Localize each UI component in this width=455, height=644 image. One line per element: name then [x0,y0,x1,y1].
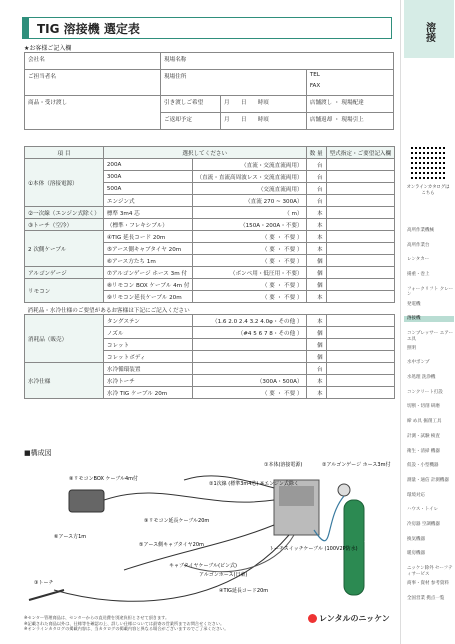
qty-field[interactable]: 個 [306,339,326,351]
row-option[interactable] [193,363,306,375]
row-group: アルゴンゲージ [25,267,104,279]
sidebar-item[interactable]: 水処理 洗浄機 [407,375,436,380]
request-field[interactable] [326,207,395,219]
sidebar-item[interactable]: 換気機器 [407,536,425,542]
sidebar-item[interactable]: 仮設・小型機器 [407,463,439,469]
sidebar-tab-welding[interactable]: 溶接 [404,0,454,58]
diagram-title: ■構成図 [24,449,52,457]
row-item: （標準・フレキシブル） [103,219,193,231]
sidebar-item[interactable]: 照明 [407,345,416,351]
row-item: ⑧リモコン BOX ケーブル 4m 付 [103,279,193,291]
request-field[interactable] [326,315,395,327]
sidebar-item[interactable]: 冷房器 空調機器 [407,522,440,527]
consumables-header: 消耗品・水冷仕様のご要望があるお客様は下記にご記入ください [27,308,190,314]
sidebar-item[interactable]: 暖房機器 [407,551,425,557]
row-option[interactable] [193,351,306,363]
qty-field[interactable]: 台 [306,159,326,171]
row-option[interactable]: （ 要 ・ 不要 ） [193,279,306,291]
request-field[interactable] [326,363,395,375]
row-item: ノズル [103,327,193,339]
qr-code-icon[interactable] [409,146,445,182]
table-row [25,315,395,327]
sidebar-item[interactable]: 溶接機 [404,316,454,322]
label-cabtire: キャブタイヤケーブル(ビン式) [169,563,238,569]
row-item: 500A [103,183,193,195]
row-option[interactable]: （直流・直流高周波レス・交流直流両用） [193,171,306,183]
sidebar-item[interactable]: 切断・切削 研磨 [407,404,440,410]
request-field[interactable] [326,255,395,267]
row-option[interactable]: （ 要 ・ 不要 ） [193,255,306,267]
qty-field[interactable]: 本 [306,219,326,231]
request-field[interactable] [326,279,395,291]
qty-field[interactable]: 本 [306,243,326,255]
row-option[interactable] [193,339,306,351]
row-item: 水冷トーチ [103,375,193,387]
selection-table: 項 目 選択してください 数 量 型式指定・ご要望記入欄 ①本体（溶接電源） 200A （直流・交流直流両用） 台 300A （直流・直流高周波レス・交流直流両用） 台 500A （交流直流両用） 台 エンジン式 （直流 270 ~ 300A） 台 ②一次線（エンジン式除く） 標準 3m4 芯 （ m） 本 ③トーチ（空冷） （標準・フレキシブル） （150A・200A・不要） 本 2 次側ケーブル ④TIG 延長コード 20m （ 要 ・ 不要 ） 本 ⑤アース側キャブタイヤ 20m （ 要 ・ 不要 ） 本 ⑥アース方たち 1m （ 要 ・ 不要 ） 個 アルゴンゲージ ⑦アルゴンゲージ ホース 3m 付 （ボンベ用・低圧用・不要） 個 リモコン ⑧リモコン BOX ケーブル 4m 付 （ 要 ・ 不要 ） 個 ⑨リモコン延長ケーブル 20m （ 要 ・ 不要 ） 本 消耗品・水冷仕様のご要望があるお客様は下記にご記入ください 消耗品（販売） タングステン （1.6 2.0 2.4 3.2 4.0φ・その他 ） 本 ノズル （#4 5 6 7 8・その他 ） 個 コレット 個 コレットボディ 個 水冷仕様 水冷循環装置 台 水冷トーチ （300A・500A） 本 水冷 TIG ケーブル 20m （ 要 ・ 不要 ） 本 [24,146,395,399]
row-item: ④TIG 延長コード 20m [103,231,193,243]
row-item: エンジン式 [103,195,193,207]
request-field[interactable] [326,375,395,387]
qty-field[interactable]: 個 [306,327,326,339]
qr-caption: オンラインカタログは こちら [406,185,450,196]
sidebar-item[interactable]: 商事・資材 参考資料 [407,580,449,586]
footnotes: ※センター管理商品は、センターからの直送費を別途負担とさせて頂きます。 ※記載された商品以外は、仕様等を確認の上、詳しい仕様については最寄の営業所までお問合せください。 ※オンラインカタログの掲載内容は、当カタログの掲載内容と異なる場合がございますのでご了承ください。 [24,615,229,632]
customer-note: ★お客様ご記入欄 [24,45,72,52]
sidebar-item[interactable]: 発電機 [407,301,421,307]
row-item: コレット [103,339,193,351]
remote-box [69,490,104,512]
qty-field[interactable]: 本 [306,315,326,327]
request-field[interactable] [326,327,395,339]
row-item: 標準 3m4 芯 [103,207,193,219]
sidebar-item[interactable]: 高所作業機械 [407,228,434,233]
table-row [25,219,395,231]
request-field[interactable] [326,195,395,207]
table-row [25,159,395,171]
row-item: 200A [103,159,193,171]
sidebar-item[interactable]: 全国営業 拠点一覧 [407,595,445,601]
qty-field[interactable]: 個 [306,279,326,291]
qty-field[interactable]: 台 [306,183,326,195]
request-field[interactable] [326,387,395,399]
row-group: 消耗品（販売） [25,315,104,363]
request-field[interactable] [326,171,395,183]
sidebar-item[interactable]: コンプレッサー エアーエ具 [407,330,454,342]
brand-logo: レンタルのニッケン [308,613,390,624]
row-option[interactable]: （直流 270 ~ 300A） [193,195,306,207]
label-torch: ③トーチ [34,580,54,586]
sidebar-item[interactable]: 高所作業台 [407,242,430,248]
row-option[interactable]: （ 要 ・ 不要 ） [193,231,306,243]
request-field[interactable] [326,267,395,279]
row-item: 水冷循環装置 [103,363,193,375]
request-field[interactable] [326,231,395,243]
row-item: ⑨リモコン延長ケーブル 20m [103,291,193,303]
label-argon: ②アルゴンゲージ ホース3m付 [322,462,391,468]
request-field[interactable] [326,291,395,303]
row-option[interactable]: （#4 5 6 7 8・その他 ） [193,327,306,339]
customer-table: 会社名 現場名称 ご担当者名 現場住所 TEL FAX 商品・受け渡し 引き渡しご希望 月 日 時頃 店舗渡し ・ 現場配達 ご返却予定 月 日 時頃 店舗返却 ・ 現場引上 [24,52,394,130]
qty-field[interactable]: 台 [306,195,326,207]
sidebar [400,0,455,644]
label-argon-hose: アルゴンホース(日東) [199,572,248,578]
table-row [25,279,395,291]
qty-field[interactable]: 本 [306,231,326,243]
sidebar-item[interactable]: 水中ポンプ [407,360,430,366]
sidebar-item[interactable]: 環境対応 [407,492,425,498]
request-field[interactable] [326,159,395,171]
row-option[interactable]: （交流直流両用） [193,183,306,195]
qty-field[interactable]: 個 [306,351,326,363]
request-field[interactable] [326,183,395,195]
row-option[interactable]: （ボンベ用・低圧用・不要） [193,267,306,279]
sidebar-item[interactable]: ニッケン除外 セーフティサービス [407,566,453,577]
row-option[interactable]: （150A・200A・不要） [193,219,306,231]
sidebar-item[interactable]: コンクリート打設 [407,389,443,395]
table-row [25,207,395,219]
qty-field[interactable]: 本 [306,375,326,387]
request-field[interactable] [326,219,395,231]
row-option[interactable]: （直流・交流直流両用） [193,159,306,171]
label-gas: アルゴンガス [362,530,370,566]
label-remote-ext: ⑨リモコン延長ケーブル20m [144,518,210,524]
row-option[interactable]: （300A・500A） [193,375,306,387]
row-group: リモコン [25,279,104,303]
label-body: ①本体(溶接電源) [264,462,303,468]
sidebar-item[interactable]: 衛生・清掃 機器 [407,448,440,454]
row-option[interactable]: （ 要 ・ 不要 ） [193,291,306,303]
row-option[interactable]: （ 要 ・ 不要 ） [193,243,306,255]
row-group: 2 次側ケーブル [25,231,104,267]
row-item: タングステン [103,315,193,327]
sidebar-item[interactable]: 揚重・巻上 [407,272,430,278]
brand-mark-icon [308,614,317,623]
table-row [25,363,395,375]
sidebar-item[interactable]: レンタカー [407,257,430,263]
row-item: 水冷 TIG ケーブル 20m [103,387,193,399]
sidebar-item[interactable]: 測量・通信 計測機器 [407,477,449,483]
label-tig-ext: ④TIG延長コード20m [219,588,269,594]
request-field[interactable] [326,351,395,363]
row-item: コレットボディ [103,351,193,363]
row-option[interactable]: （ m） [193,207,306,219]
sidebar-item[interactable]: 計測・試験 検査 [407,433,440,439]
row-group: 水冷仕様 [25,363,104,399]
qty-field[interactable]: 個 [306,255,326,267]
row-group: ①本体（溶接電源） [25,159,104,207]
qty-field[interactable]: 本 [306,291,326,303]
qty-field[interactable]: 個 [306,267,326,279]
row-group: ②一次線（エンジン式除く） [25,207,104,219]
page-title: TIG 溶接機 選定表 [22,17,392,39]
qty-field[interactable]: 本 [306,207,326,219]
row-item: ⑥アース方たち 1m [103,255,193,267]
sidebar-item[interactable]: フォークリフト クレーン [407,286,454,298]
request-field[interactable] [326,339,395,351]
row-option[interactable]: （1.6 2.0 2.4 3.2 4.0φ・その他 ） [193,315,306,327]
label-remote: ⑧リモコンBOX ケーブル4m付 [69,476,139,482]
table-row [25,231,395,243]
row-group: ③トーチ（空冷） [25,219,104,231]
configuration-diagram [24,460,394,618]
label-earth: ⑥アース方1m [54,534,87,540]
row-item: ⑤アース側キャブタイヤ 20m [103,243,193,255]
label-primary: ②1次線 (標準3m4芯) ※エンジン式除く [209,481,299,487]
sidebar-item[interactable]: ハウス・トイレ [407,507,439,513]
table-row [25,267,395,279]
qty-field[interactable]: 本 [306,387,326,399]
qty-field[interactable]: 台 [306,171,326,183]
qty-field[interactable]: 台 [306,363,326,375]
label-earth-cable: ⑤アース側キャブタイヤ20m [139,542,204,548]
row-option[interactable]: （ 要 ・ 不要 ） [193,387,306,399]
label-switch-cable: トーチスイッチケーブル (100V2P防水) [269,546,358,552]
row-item: ⑦アルゴンゲージ ホース 3m 付 [103,267,193,279]
sidebar-item[interactable]: 締 め具 掘削工具 [407,419,442,425]
row-item: 300A [103,171,193,183]
request-field[interactable] [326,243,395,255]
